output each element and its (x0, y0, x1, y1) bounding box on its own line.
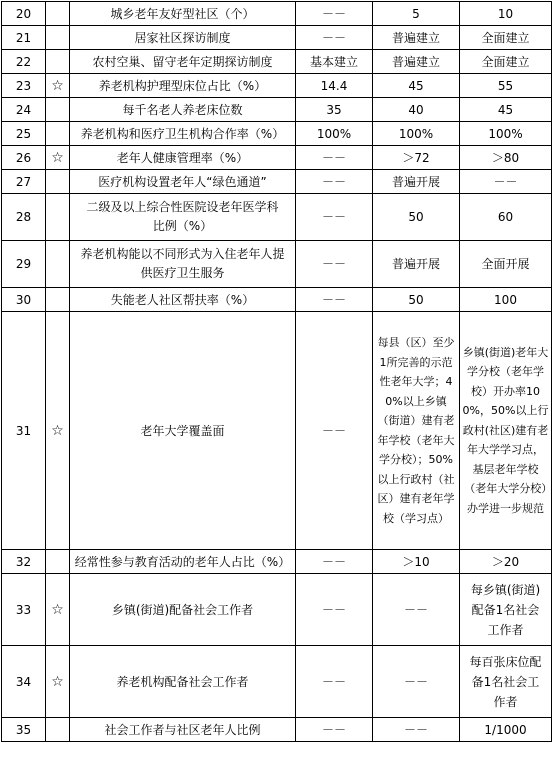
row-number: 35 (2, 718, 46, 742)
star-mark (46, 550, 70, 574)
goal-value: 1/1000 (460, 718, 552, 742)
table-row (2, 2, 552, 26)
baseline-value: －－ (296, 312, 373, 550)
row-number: 23 (2, 74, 46, 98)
table-row (2, 50, 552, 74)
indicator-name: 每千名老人养老床位数 (70, 98, 296, 122)
indicator-name: 养老机构配备社会工作者 (70, 646, 296, 718)
baseline-value: －－ (296, 170, 373, 194)
indicator-table (1, 1, 552, 742)
table-row (2, 122, 552, 146)
indicator-name: 乡镇(街道)配备社会工作者 (70, 574, 296, 646)
table-row (2, 98, 552, 122)
row-number: 34 (2, 646, 46, 718)
baseline-value: －－ (296, 550, 373, 574)
star-mark (46, 194, 70, 241)
star-mark (46, 288, 70, 312)
target-value: 普遍开展 (373, 241, 460, 288)
baseline-value: －－ (296, 146, 373, 170)
goal-value: 10 (460, 2, 552, 26)
row-number: 31 (2, 312, 46, 550)
baseline-value: －－ (296, 718, 373, 742)
indicator-name: 失能老人社区帮扶率（%） (70, 288, 296, 312)
row-number: 33 (2, 574, 46, 646)
goal-value: 60 (460, 194, 552, 241)
table-row (2, 194, 552, 241)
target-value: ＞72 (373, 146, 460, 170)
row-number: 26 (2, 146, 46, 170)
goal-value: 45 (460, 98, 552, 122)
indicator-name: 经常性参与教育活动的老年人占比（%） (70, 550, 296, 574)
star-mark (46, 718, 70, 742)
goal-value: 55 (460, 74, 552, 98)
target-value: 100% (373, 122, 460, 146)
table-row (2, 312, 552, 550)
star-mark (46, 26, 70, 50)
goal-value: 全面建立 (460, 50, 552, 74)
row-number: 25 (2, 122, 46, 146)
goal-value: 100% (460, 122, 552, 146)
target-value: 50 (373, 288, 460, 312)
row-number: 30 (2, 288, 46, 312)
target-value: 普遍建立 (373, 26, 460, 50)
target-value: 普遍建立 (373, 50, 460, 74)
star-mark (46, 170, 70, 194)
indicator-name: 社会工作者与社区老年人比例 (70, 718, 296, 742)
indicator-name: 医疗机构设置老年人“绿色通道” (70, 170, 296, 194)
goal-value: 100 (460, 288, 552, 312)
indicator-name: 老年人健康管理率（%） (70, 146, 296, 170)
goal-value: －－ (460, 170, 552, 194)
row-number: 27 (2, 170, 46, 194)
table-row (2, 170, 552, 194)
indicator-name: 农村空巢、留守老年定期探访制度 (70, 50, 296, 74)
row-number: 20 (2, 2, 46, 26)
target-value: 40 (373, 98, 460, 122)
baseline-value: 14.4 (296, 74, 373, 98)
target-value: －－ (373, 574, 460, 646)
target-value: 5 (373, 2, 460, 26)
target-value: －－ (373, 646, 460, 718)
star-mark (46, 241, 70, 288)
table-row (2, 74, 552, 98)
indicator-name: 居家社区探访制度 (70, 26, 296, 50)
goal-value: 乡镇(街道)老年大学分校（老年学校）开办率100%，50%以上行政村(社区)建有老年大学学习点，基层老年学校（老年大学分校）办学进一步规范 (460, 312, 552, 550)
goal-value: ＞20 (460, 550, 552, 574)
row-number: 29 (2, 241, 46, 288)
table-row (2, 574, 552, 646)
goal-value: 每乡镇(街道)配备1名社会工作者 (460, 574, 552, 646)
row-number: 28 (2, 194, 46, 241)
star-mark: ☆ (46, 646, 70, 718)
indicator-name: 养老机构能以不同形式为入住老年人提供医疗卫生服务 (70, 241, 296, 288)
baseline-value: －－ (296, 241, 373, 288)
target-value: ＞10 (373, 550, 460, 574)
target-value: －－ (373, 718, 460, 742)
indicator-name: 养老机构和医疗卫生机构合作率（%） (70, 122, 296, 146)
goal-value: ＞80 (460, 146, 552, 170)
baseline-value: －－ (296, 574, 373, 646)
baseline-value: －－ (296, 194, 373, 241)
indicator-name: 城乡老年友好型社区（个） (70, 2, 296, 26)
star-mark (46, 50, 70, 74)
table-row (2, 288, 552, 312)
indicator-name: 二级及以上综合性医院设老年医学科比例（%） (70, 194, 296, 241)
star-mark (46, 122, 70, 146)
target-value: 每县（区）至少1所完善的示范性老年大学；40%以上乡镇（街道）建有老年学校（老年大学分校）；50%以上行政村（社区）建有老年学校（学习点） (373, 312, 460, 550)
row-number: 21 (2, 26, 46, 50)
star-mark: ☆ (46, 146, 70, 170)
row-number: 24 (2, 98, 46, 122)
goal-value: 全面开展 (460, 241, 552, 288)
table-row (2, 26, 552, 50)
star-mark: ☆ (46, 312, 70, 550)
target-value: 普遍开展 (373, 170, 460, 194)
goal-value: 每百张床位配备1名社会工作者 (460, 646, 552, 718)
target-value: 45 (373, 74, 460, 98)
row-number: 32 (2, 550, 46, 574)
indicator-name: 老年大学覆盖面 (70, 312, 296, 550)
baseline-value: －－ (296, 288, 373, 312)
star-mark: ☆ (46, 74, 70, 98)
table-row (2, 718, 552, 742)
baseline-value: 100% (296, 122, 373, 146)
table-row (2, 146, 552, 170)
target-value: 50 (373, 194, 460, 241)
table-row (2, 550, 552, 574)
baseline-value: 35 (296, 98, 373, 122)
star-mark: ☆ (46, 574, 70, 646)
row-number: 22 (2, 50, 46, 74)
goal-value: 全面建立 (460, 26, 552, 50)
baseline-value: －－ (296, 646, 373, 718)
indicator-name: 养老机构护理型床位占比（%） (70, 74, 296, 98)
table-row (2, 241, 552, 288)
table-row (2, 646, 552, 718)
baseline-value: －－ (296, 26, 373, 50)
baseline-value: －－ (296, 2, 373, 26)
baseline-value: 基本建立 (296, 50, 373, 74)
star-mark (46, 98, 70, 122)
star-mark (46, 2, 70, 26)
